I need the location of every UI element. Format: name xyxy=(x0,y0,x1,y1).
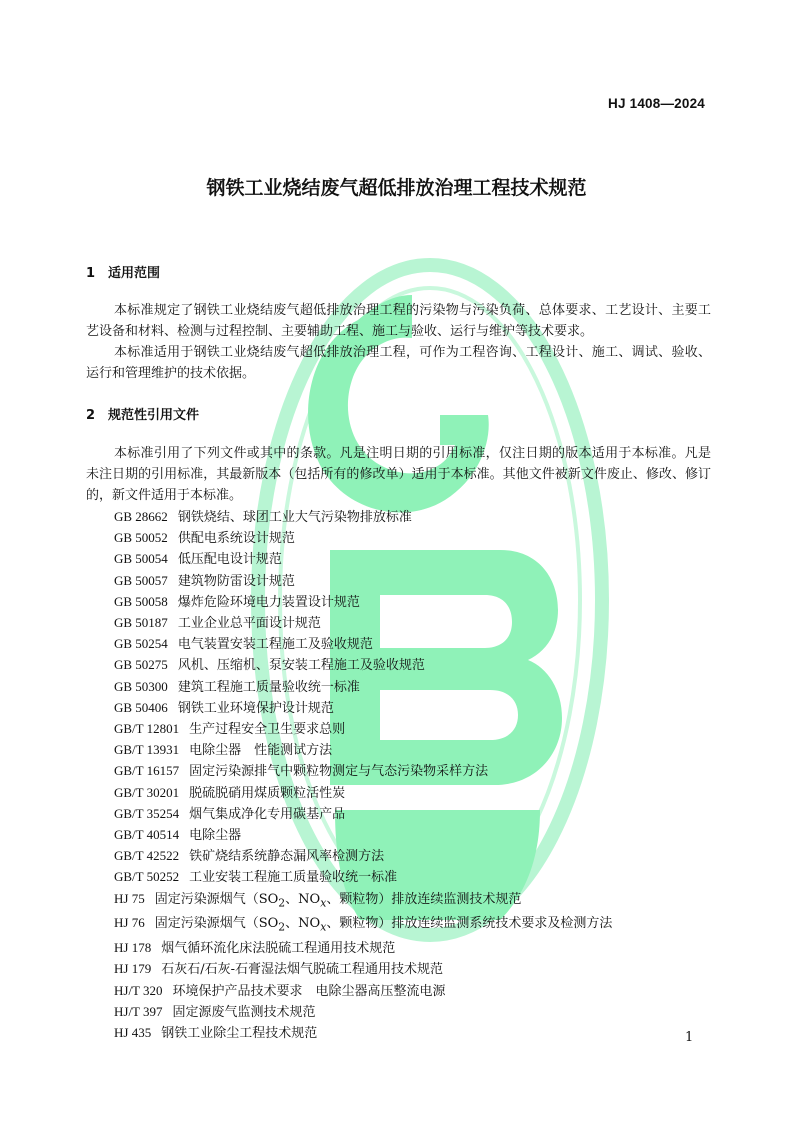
reference-item: GB 50254 电气装置安装工程施工及验收规范 xyxy=(114,636,373,653)
reference-item: GB 50057 建筑物防雷设计规范 xyxy=(114,572,295,589)
scope-paragraph-2: 本标准适用于钢铁工业烧结废气超低排放治理工程，可作为工程咨询、工程设计、施工、调试、验收、运行和管理维护的技术依据。 xyxy=(86,345,711,381)
reference-item: GB 50187 工业企业总平面设计规范 xyxy=(114,615,321,632)
reference-item: GB/T 42522 铁矿烧结系统静态漏风率检测方法 xyxy=(114,848,385,865)
section-heading-1 xyxy=(86,262,160,281)
standard-number: HJ 1408—2024 xyxy=(608,96,705,111)
reference-item: GB/T 12801 生产过程安全卫生要求总则 xyxy=(114,721,346,738)
reference-item: HJ 435 钢铁工业除尘工程技术规范 xyxy=(114,1025,318,1042)
reference-item: HJ 179 石灰石/石灰-石膏湿法烟气脱硫工程通用技术规范 xyxy=(114,961,443,978)
reference-item: HJ/T 320 环境保护产品技术要求 电除尘器高压整流电源 xyxy=(114,982,446,999)
reference-item: HJ 75 固定污染源烟气（$SO_2$、$NO_x$、颗粒物）排放连续监测技术规范 xyxy=(114,890,522,910)
references-intro: 本标准引用了下列文件或其中的条款。凡是注明日期的引用标准，仅注日期的版本适用于本标准。凡是未注日期的引用标准，其最新版本（包括所有的修改单）适用于本标准。其他文件被新文件废止、修改、修订的，新文件适用于本标准。 xyxy=(86,446,711,503)
section-number: 2 xyxy=(86,408,96,423)
reference-item: GB/T 16157 固定污染源排气中颗粒物测定与气态污染物采样方法 xyxy=(114,763,489,780)
scope-paragraph-1: 本标准规定了钢铁工业烧结废气超低排放治理工程的污染物与污染负荷、总体要求、工艺设计、主要工艺设备和材料、检测与过程控制、主要辅助工程、施工与验收、运行与维护等技术要求。 xyxy=(86,303,711,339)
reference-item: GB/T 40514 电除尘器 xyxy=(114,827,242,844)
reference-item: GB 50275 风机、压缩机、泵安装工程施工及验收规范 xyxy=(114,657,425,674)
reference-item: GB/T 13931 电除尘器 性能测试方法 xyxy=(114,742,333,759)
reference-item: GB 50406 钢铁工业环境保护设计规范 xyxy=(114,699,334,716)
references-list xyxy=(114,507,612,1044)
reference-item: GB 50052 供配电系统设计规范 xyxy=(114,530,295,547)
reference-item: GB 50054 低压配电设计规范 xyxy=(114,551,282,568)
section-title: 适用范围 xyxy=(108,266,161,281)
reference-item: GB/T 35254 烟气集成净化专用碳基产品 xyxy=(114,805,346,822)
reference-item: GB 50058 爆炸危险环境电力装置设计规范 xyxy=(114,593,360,610)
reference-item: GB/T 30201 脱硫脱硝用煤质颗粒活性炭 xyxy=(114,784,346,801)
section-heading-2 xyxy=(86,404,199,423)
section-number: 1 xyxy=(86,266,96,281)
page-number: 1 xyxy=(685,1030,694,1045)
reference-item: HJ 76 固定污染源烟气（$SO_2$、$NO_x$、颗粒物）排放连续监测系统技术要求及检测方法 xyxy=(114,915,613,935)
reference-item: GB/T 50252 工业安装工程施工质量验收统一标准 xyxy=(114,869,398,886)
document-title: 钢铁工业烧结废气超低排放治理工程技术规范 xyxy=(206,177,587,199)
reference-item: HJ 178 烟气循环流化床法脱硫工程通用技术规范 xyxy=(114,940,396,957)
reference-item: GB 28662 钢铁烧结、球团工业大气污染物排放标准 xyxy=(114,509,412,525)
section-title: 规范性引用文件 xyxy=(108,408,200,423)
reference-item: GB 50300 建筑工程施工质量验收统一标准 xyxy=(114,678,360,695)
reference-item: HJ/T 397 固定源废气监测技术规范 xyxy=(114,1003,316,1020)
